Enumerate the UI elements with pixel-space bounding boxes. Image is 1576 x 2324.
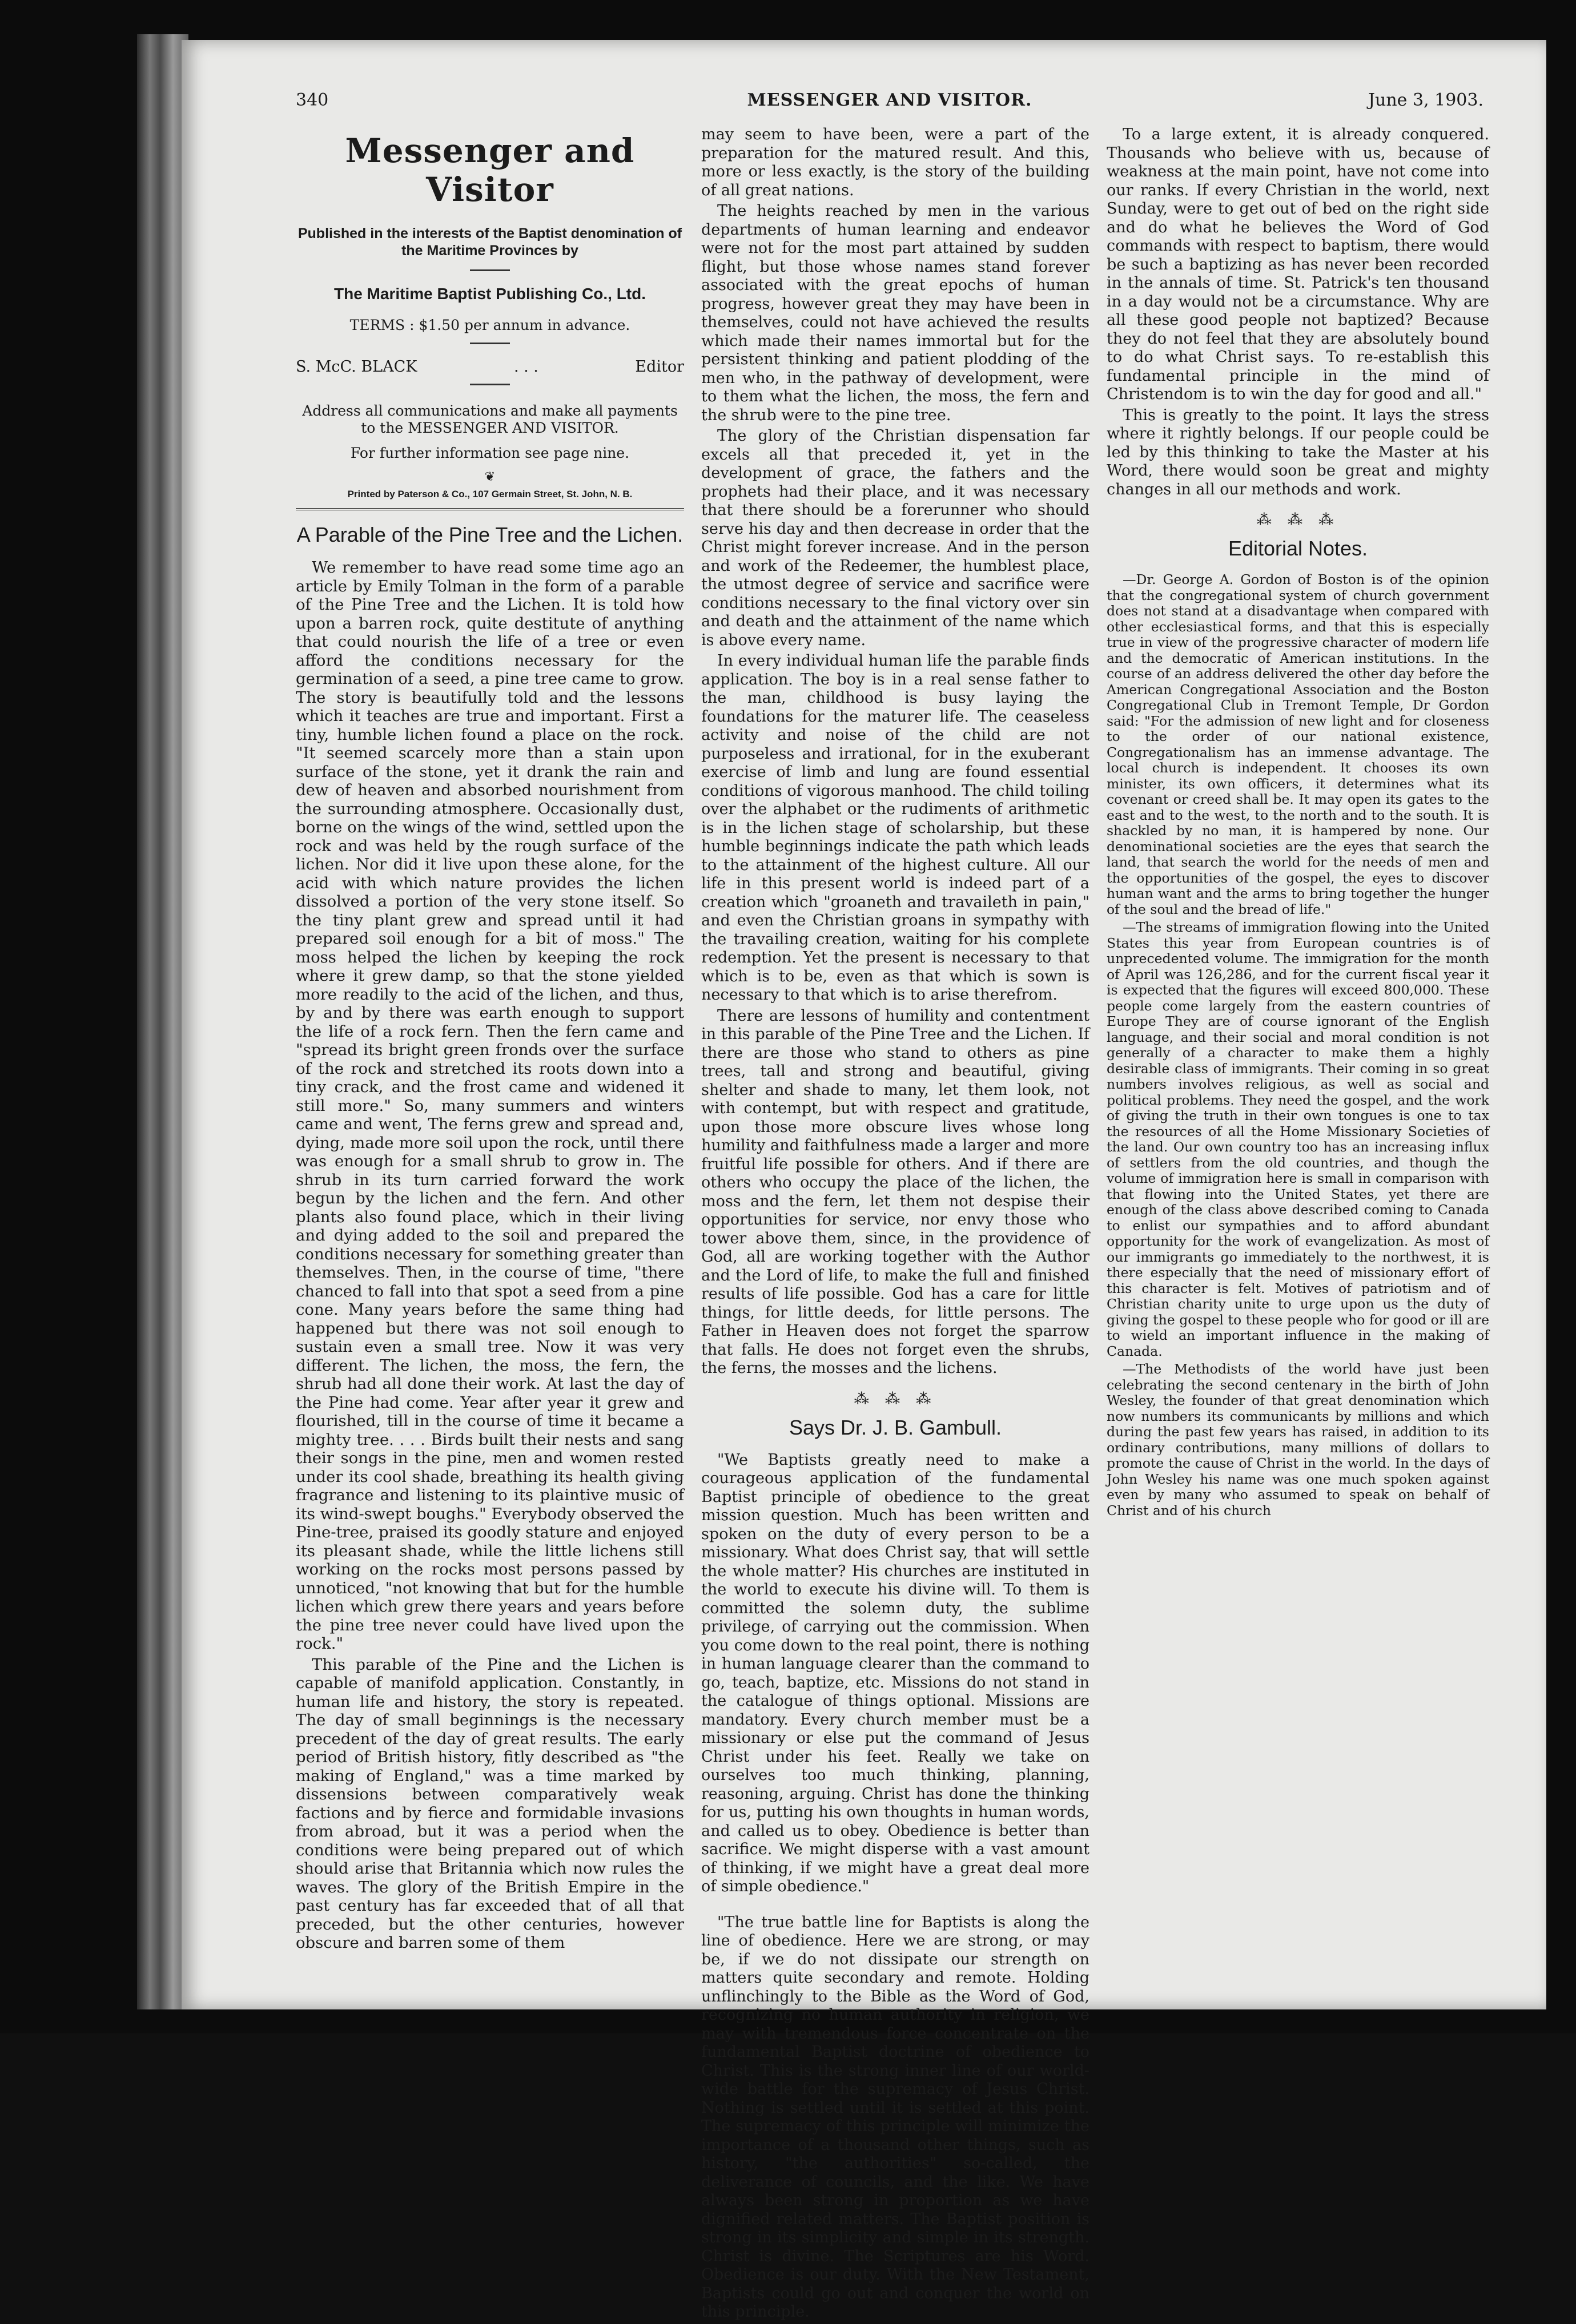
editorial-paragraph: —The Methodists of the world have just been celebrating the second centenary in the birth of John Wesley, the founder of that great denomination which now numbers its communicants by millions and which during the past few years has raised, in addition to its ordinary contributions, many millions of dollars to promote the cause of Christ in the world. In the days of John Wesley his name was one much spoken against even by many who assumed to speak on behalf of Christ and of his church: [1107, 1361, 1489, 1519]
article-paragraph: This is greatly to the point. It lays the stress where it rightly belongs. If our people could be led by this thinking to take the Master at his Word, there would soon be great and mighty changes in all our methods and work.: [1107, 406, 1489, 498]
article-paragraph: The glory of the Christian dispensation far excels all that preceded it, yet in the development of grace, the fathers and the prophets had their place, and it was necessary that there should be a forerunner who should serve his day and then decrease in order that the Christ might forever increase. And in the person and work of the Redeemer, the humblest place, the utmost degree of service and sacrifice were conditions necessary to the final victory over sin and death and the attainment of the name which is above every name.: [701, 427, 1089, 649]
article-paragraph: may seem to have been, were a part of the preparation for the matured result. And this, more or less exactly, is the story of the building of all great nations.: [701, 126, 1089, 199]
article-title: A Parable of the Pine Tree and the Lichen.: [296, 523, 684, 546]
masthead-published: Published in the interests of the Baptist denomination of the Maritime Provinces by: [297, 225, 682, 259]
editor-title: Editor: [635, 358, 684, 376]
editorial-paragraph: —Dr. George A. Gordon of Boston is of the opinion that the congregational system of church government does not stand at a disadvantage when compared with other ecclesiastical forms, and that this is especially true in view of the progressive character of modern life and the democratic of American institutions. In the course of an address delivered the other day before the American Congregational Association and the Boston Congregational Club in Tremont Temple, Dr Gordon said: "For the admission of new light and for closeness to the order of our national existence, Congregationalism has an immense advantage. The local church is independent. It chooses its own minister, its own officers, it determines what its covenant or creed shall be. It may open its gates to the east and to the west, to the north and to the south. It is shackled by no man, it is hampered by none. Our denominational societies are the eyes that search the land, that search the world for the needs of men and the opportunities of the gospel, the eyes to discover human want and the arms to bring together the hunger of the soul and the bread of life.": [1107, 571, 1489, 917]
article-paragraph: To a large extent, it is already conquered. Thousands who believe with us, because of weakness at the main point, have not come into our ranks. If every Christian in the world, next Sunday, were to get out of bed on the right side and do what he believes the Word of God commands with respect to baptism, there would be such a baptizing as has never been recorded in the annals of time. St. Patrick's ten thousand in a day would not be a circumstance. Why are all these good people not baptized? Because they do not feel that they are absolutely bound to do what Christ says. To re-establish this fundamental principle in the mind of Christendom is to win the day for good and all.": [1107, 126, 1489, 403]
ornament-icon: ⁂ ⁂ ⁂: [854, 1390, 937, 1408]
article-paragraph: The heights reached by men in the various departments of human learning and endeavor were not for the most part attained by sudden flight, but those whose names stand forever associated with the great epochs of human progress, however great they may have been in themselves, could not have achieved the results which made their names immortal but for the persistent thinking and patient plodding of the men who, in the pathway of development, were to them what the lichen, the moss, the fern and the shrub were to the pine tree.: [701, 202, 1089, 424]
article-paragraph: "We Baptists greatly need to make a courageous application of the fundamental Baptist principle of obedience to the great mission question. Much has been written and spoken on the duty of every person to be a missionary. What does Christ say, that will settle the whole matter? His churches are instituted in the world to execute his divine will. To them is committed the solemn duty, the sublime privilege, of carrying out the commission. When you come down to the real point, there is nothing in human language clearer than the command to go, teach, baptize, etc. Missions do not stand in the catalogue of things optional. Missions are mandatory. Every church member must be a missionary or else put the command of Jesus Christ under his feet. Really we take on ourselves too much thinking, planning, reasoning, arguing. Christ has done the thinking for us, putting his own thoughts in human words, and called us to obey. Obedience is better than sacrifice. We might disperse with a vast amount of thinking, if we might have a great deal more of simple obedience.": [701, 1451, 1089, 1895]
printer-line: Printed by Paterson & Co., 107 Germain Street, St. John, N. B.: [347, 489, 633, 500]
editor-name: S. McC. BLACK: [296, 358, 417, 376]
editorial-notes: [1107, 572, 1489, 1519]
masthead: [296, 131, 684, 500]
column-1: [296, 126, 684, 1955]
book-binding: [137, 34, 188, 2009]
masthead-rule: [470, 269, 510, 271]
newspaper-page: [182, 40, 1546, 2321]
masthead-rule: [470, 343, 510, 344]
article-paragraph: In every individual human life the parable finds application. The boy is in a real sense father to the man, childhood is busy laying the foundations for the maturer life. The ceaseless activity and noise of the child are not purposeless and irrational, for in the exuberant exercise of limb and lung are found essential conditions of vigorous manhood. The child toiling over the alphabet or the rudiments of arithmetic is in the lichen stage of scholarship, but these humble beginnings indicate the path which leads to the attainment of the highest culture. All our life in this present world is indeed part of a creation which "groaneth and travaileth in pain," and even the Christian groans in sympathy with the travailing creation, waiting for his complete redemption. Yet the present is necessary to that which is to be, even as that which is sown is necessary to that which is to arise therefrom.: [701, 652, 1089, 1004]
masthead-rule: [470, 384, 510, 385]
page-number: 340: [296, 90, 329, 110]
article-paragraph: There are lessons of humility and contentment in this parable of the Pine Tree and the Lichen. If there are those who stand to others as pine trees, tall and strong and beautiful, giving shelter and shade to many, let them look, not with contempt, but with respect and gratitude, upon those more obscure lives whose long humility and faithfulness made a larger and more fruitful life possible for others. And if there are others who occupy the place of the lichen, the moss and the fern, let them not despise their opportunities for service, nor envy those who tower above them, since, in the providence of God, all are working together with the Author and the Lord of life, to make the full and finished results of life possible. God has a care for little things, for little deeds, for little persons. The Father in Heaven does not forget the sparrow that falls. He does not forget even the shrubs, the ferns, the mosses and the lichens.: [701, 1006, 1089, 1377]
issue-date: June 3, 1903.: [1368, 90, 1483, 110]
article-paragraph: We remember to have read some time ago an article by Emily Tolman in the form of a parable of the Pine Tree and the Lichen. It is told how upon a barren rock, quite destitute of anything that could nourish the life of a tree or even afford the conditions necessary for the germination of a seed, a pine tree came to grow. The story is beautifully told and the lessons which it teaches are true and important. First a tiny, humble lichen found a place on the rock. "It seemed scarcely more than a stain upon surface of the stone, yet it drank the rain and dew of heaven and absorbed nourishment from the surrounding atmosphere. Occasionally dust, borne on the wings of the wind, settled upon the rock and was held by the rough surface of the lichen. Nor did it live upon these alone, for the acid with which nature provides the lichen dissolved a portion of the very stone itself. So the tiny plant grew and spread until it had prepared soil enough for a bit of moss." The moss helped the lichen by keeping the rock where it grew damp, so that the stone yielded more readily to the acid of the lichen, and thus, by and by there was earth enough to support the life of a rock fern. Then the fern came and "spread its bright green fronds over the surface of the rock and stretched its roots down into a tiny crack, and the frost came and widened it still more." So, many summers and winters came and went, The ferns grew and spread and, dying, made more soil upon the rock, until there was enough for a small shrub to grow in. The shrub in its turn carried forward the work begun by the lichen and the fern. And other plants also found place, which in their living and dying added to the soil and prepared the conditions necessary for something greater than themselves. Then, in the course of time, "there chanced to fall into that spot a seed from a pine cone. Many years before the same thing had happened but there was not soil enough to sustain even a small tree. Now it was very different. The lichen, the moss, the fern, the shrub had all done their work. At last the day of the Pine had come. Year after year it grew and flourished, till in the course of time it became a mighty tree. . . . Birds built their nests and sang their songs in the pine, men and women rested under its cool shade, breathing its health giving fragrance and listening to its plaintive music of its wind-swept boughs." Everybody observed the Pine-tree, praised its goodly stature and enjoyed its pleasant shade, while the little lichens still working on the rocks most persons passed by unnoticed, "not knowing that but for the humble lichen which grew there years and years before the pine tree never could have lived upon the rock.": [296, 558, 684, 1653]
running-title: MESSENGER AND VISITOR.: [747, 90, 1032, 110]
section-divider: [296, 508, 684, 510]
paragraph-gap: [701, 1899, 1089, 1914]
address-notice: Address all communications and make all payments to the MESSENGER AND VISITOR.: [302, 402, 678, 436]
editor-line: [296, 358, 684, 376]
info-notice: For further information see page nine.: [350, 445, 630, 461]
column-2: [701, 126, 1089, 2324]
ornament-icon: ⁂ ⁂ ⁂: [1256, 511, 1340, 529]
publisher-name: The Maritime Baptist Publishing Co., Ltd.: [333, 285, 646, 303]
editorial-paragraph: —The streams of immigration flowing into the United States this year from European countries is of unprecedented volume. The immigration for the month of April was 126,286, and for the current fiscal year it is expected that the figures will exceed 800,000. These people come largely from the eastern countries of Europe They are of course ignorant of the English language, and their social and moral condition is not generally of a character to make them a highly desirable class of immigrants. Their coming in so great numbers involves religious, as well as social and political problems. They need the gospel, and the work of giving the truth in their own tongues is one to tax the resources of all the Home Missionary Societies of the land. Our own country too has an increasing influx of settlers from the old countries, and though the volume of immigration here is small in comparison with that flowing into the United States, yet there are enough of the class above described coming to Canada to enlist our sympathies and to afford abundant opportunity for the work of evangelization. As most of our immigrants go immediately to the northwest, it is there especially that the need of missionary effort of this character is felt. Motives of patriotism and of Christian charity unite to urge upon us the duty of giving the gospel to these people who for good or ill are to wield an important influence in the making of Canada.: [1107, 919, 1489, 1359]
masthead-logo: Messenger and Visitor: [345, 131, 635, 209]
running-header: [296, 90, 1483, 124]
article-paragraph: "The true battle line for Baptists is along the line of obedience. Here we are strong, or may be, if we do not dissipate our strength on matters quite secondary and remote. Holding unflinchingly to the Bible as the Word of God, recognizing no human authority in religion, we may with tremendous force concentrate on the fundamental Baptist doctrine of obedience to Christ. This is the strong inner line of our world-wide battle for the supremacy of Jesus Christ. Nothing is settled until it is settled at this point. The supremacy of this principle will minimize the importance of a thousand other things, such as history, "the authorities" so-called, the deliverance of councils, and the like. We have always been strong in proportion as we have dignified related matters. The Baptist position is strong in its simplicity and simple in its strength. Christ is divine. The Scriptures are his Word. Obedience is our duty. With the New Testament, Baptists could go out and conquer the world on this principle.: [701, 1913, 1089, 2321]
subscription-terms: TERMS : $1.50 per annum in advance.: [349, 317, 630, 333]
article-paragraph: This parable of the Pine and the Lichen is capable of manifold application. Constantly, in human life and history, the story is repeated. The day of small beginnings is the necessary precedent of the day of great results. The early period of British history, fitly described as "the making of England," was a time marked by dissensions between comparatively weak factions and by fierce and formidable invasions from abroad, but it was a period when the conditions were being prepared out of which should arise that Britannia which now rules the waves. The glory of the British Empire in the past century has far exceeded that of all that preceded, but the other centuries, however obscure and barren some of them: [296, 1655, 684, 1952]
section-title: Editorial Notes.: [1228, 537, 1368, 560]
article-title: Says Dr. J. B. Gambull.: [789, 1415, 1002, 1439]
ornament-icon: ❦: [484, 470, 496, 484]
column-3: [1107, 126, 1489, 1521]
editor-dots: . . .: [513, 358, 538, 376]
